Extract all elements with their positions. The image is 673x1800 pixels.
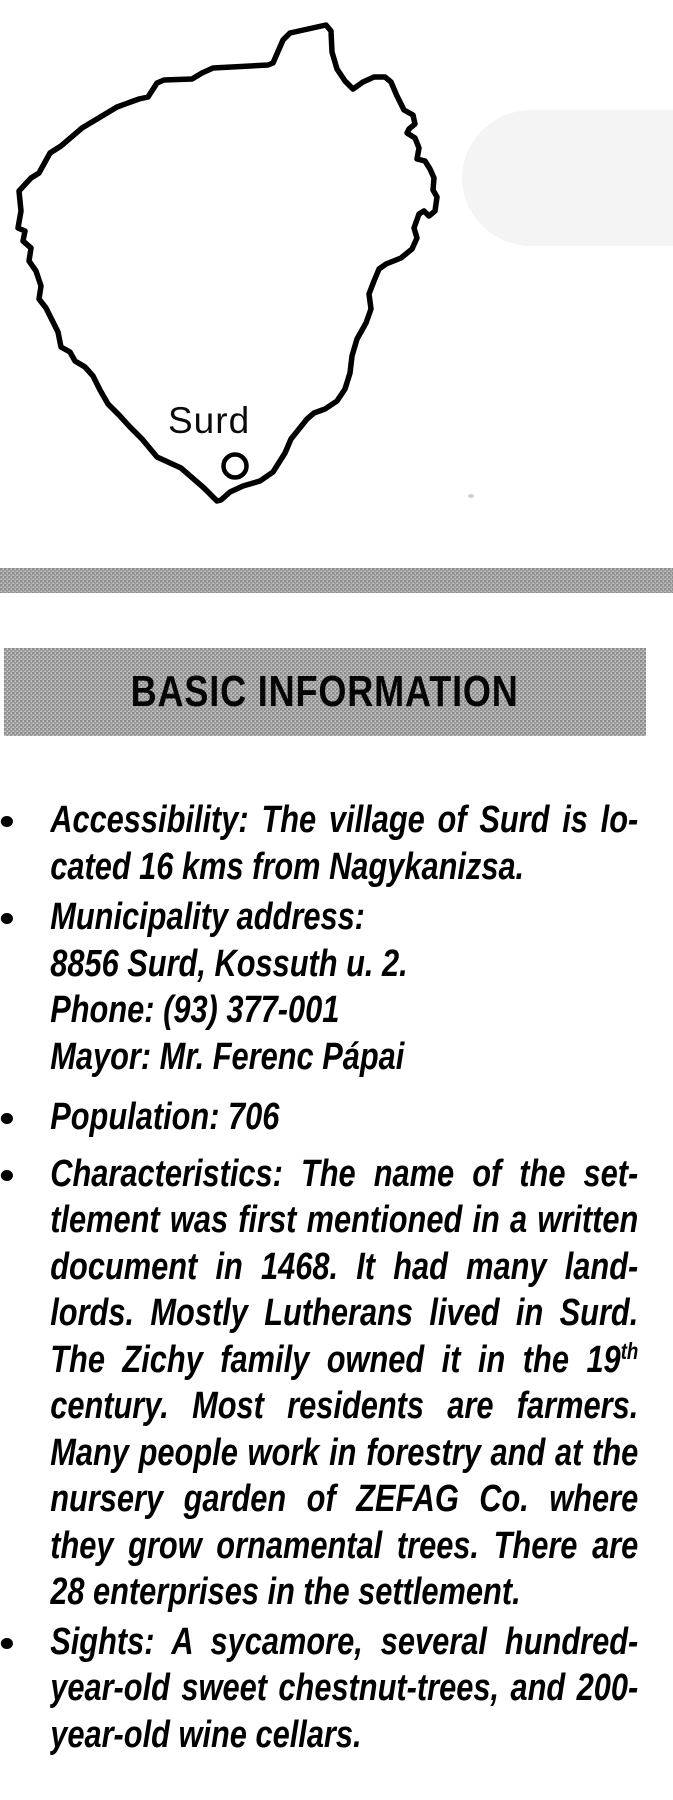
text-line-content: year-old wine cellars. (50, 1713, 362, 1756)
text-line-content: they grow ornamental trees. There are (50, 1524, 639, 1567)
text-line (50, 1569, 638, 1616)
section-header-band (4, 648, 646, 736)
bullet-item-accessibility (0, 797, 638, 890)
text-line (50, 987, 638, 1034)
text-line (50, 1337, 638, 1384)
text-line (50, 1665, 638, 1712)
text-line-content: Municipality address: (50, 896, 365, 938)
text-line (50, 894, 638, 941)
text-line-content: 28 enterprises in the settlement. (50, 1571, 521, 1613)
text-line (50, 797, 638, 844)
text-line-content: Accessibility: The village of Surd is lo- (50, 799, 639, 841)
text-line-content: document in 1468. It had many land- (50, 1245, 639, 1288)
text-line-content: century. Most residents are farmers. (50, 1385, 639, 1427)
text-line (50, 1523, 638, 1570)
text-line-content: Many people work in forestry and at the (50, 1431, 639, 1474)
text-line-content: 8856 Surd, Kossuth u. 2. (50, 942, 408, 985)
text-line (50, 1430, 638, 1477)
divider-band (0, 568, 673, 593)
text-line-content: The Zichy family owned it in the 19 (50, 1338, 621, 1381)
text-line (50, 1094, 638, 1141)
text-line-content: lords. Mostly Lutherans lived in Surd. (50, 1292, 639, 1334)
text-line (50, 1290, 638, 1337)
scan-artifact-speck (468, 494, 474, 498)
bullet-item-sights (0, 1619, 638, 1759)
text-line (50, 1619, 638, 1666)
text-line (50, 1034, 638, 1081)
text-line (50, 1383, 638, 1430)
text-line-content: Phone: (93) 377-001 (50, 989, 340, 1031)
text-line-content: cated 16 kms from Nagykanizsa. (50, 845, 525, 888)
bullet-item-population (0, 1094, 638, 1141)
text-line-content: nursery garden of ZEFAG Co. where (50, 1478, 639, 1520)
text-line (50, 1244, 638, 1291)
text-line-content: year-old sweet chestnut-trees, and 200- (50, 1667, 639, 1709)
text-line-content: Mayor: Mr. Ferenc Pápai (50, 1035, 405, 1078)
village-map-label: Surd (168, 400, 251, 441)
village-marker-circle (224, 455, 247, 478)
text-line-content: Population: 706 (50, 1096, 280, 1138)
text-line (50, 1712, 638, 1759)
text-line (50, 1197, 638, 1244)
text-line (50, 1151, 638, 1198)
section-title: BASIC INFORMATION (130, 667, 520, 716)
text-line-content: Characteristics: The name of the set- (50, 1152, 639, 1195)
text-line (50, 941, 638, 988)
bullet-item-characteristics (0, 1151, 638, 1616)
info-list (0, 797, 673, 1758)
scan-artifact-blob (462, 110, 673, 246)
text-line (50, 1476, 638, 1523)
bullet-item-municipality-address (0, 894, 638, 1080)
text-line (50, 844, 638, 891)
superscript-text: th (620, 1337, 639, 1364)
text-line-content: Sights: A sycamore, several hundred- (50, 1620, 639, 1663)
text-line-content: tlement was first mentioned in a written (50, 1199, 639, 1241)
village-map (0, 0, 673, 520)
